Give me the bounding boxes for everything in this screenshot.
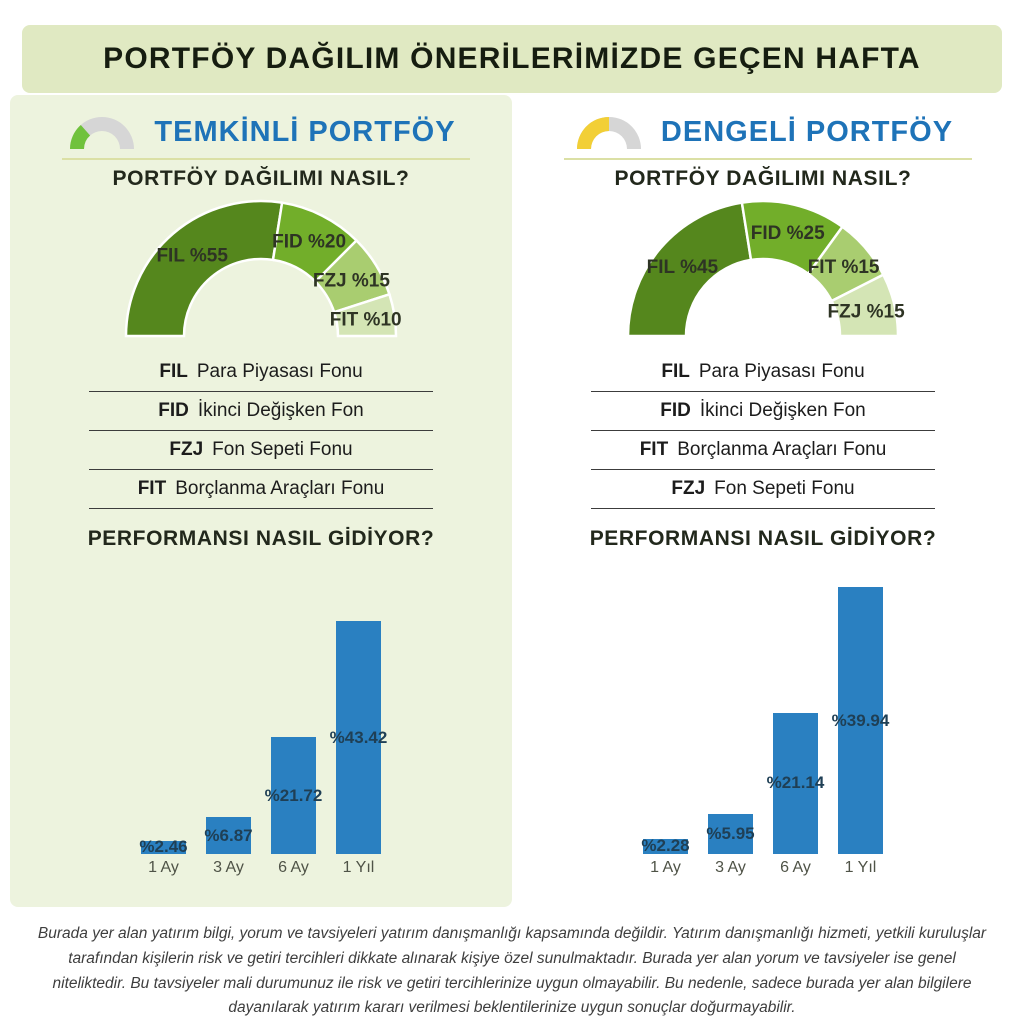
bar-1-Ay: [139, 837, 188, 857]
bar-value-label: %43.42: [329, 727, 388, 747]
legend-row: [89, 431, 433, 470]
bar-value-label: %2.46: [139, 837, 188, 857]
allocation-half-donut-chart: [553, 193, 973, 343]
donut-segment-label: FID %25: [750, 222, 825, 244]
title-divider: [62, 158, 470, 160]
fund-name: Para Piyasası Fonu: [698, 361, 865, 382]
portfolio-panel-dengeli: [512, 95, 1014, 907]
bar-3-Ay: [708, 814, 753, 854]
legend-row: [591, 470, 935, 509]
performance-heading: PERFORMANSI NASIL GİDİYOR?: [589, 527, 937, 550]
fund-code: FIL: [159, 361, 188, 382]
fund-name: Fon Sepeti Fonu: [714, 478, 855, 499]
bar-chart-x-axis: [512, 859, 1014, 877]
bar-1-Yıl: [831, 587, 890, 854]
portfolio-title: TEMKİNLİ PORTFÖY: [154, 115, 456, 148]
bar-3-Ay: [206, 817, 251, 854]
header-banner: [22, 25, 1002, 93]
fund-code: FZJ: [671, 478, 706, 499]
donut-segment-label: FIL %45: [646, 257, 719, 279]
x-axis-label: 3 Ay: [213, 859, 244, 876]
donut-segment-label: FIT %10: [329, 309, 402, 331]
bar-6-Ay: [264, 737, 323, 854]
fund-name: İkinci Değişken Fon: [699, 400, 866, 421]
gauge-icon: [573, 113, 645, 151]
donut-segment-label: FID %20: [272, 231, 347, 253]
performance-bar-chart: [10, 583, 512, 857]
x-axis-label: 1 Ay: [650, 859, 681, 876]
performance-bar-chart: [512, 583, 1014, 854]
fund-code: FZJ: [169, 439, 204, 460]
donut-segment-label: FZJ %15: [312, 270, 390, 292]
bar-value-label: %39.94: [831, 710, 890, 730]
fund-legend: [591, 353, 935, 509]
bar-value-label: %21.14: [766, 773, 825, 793]
legend-row: [89, 392, 433, 431]
legend-row: [591, 353, 935, 392]
x-axis-label: 3 Ay: [715, 859, 746, 876]
portfolio-panel-temkinli: [10, 95, 512, 907]
fund-code: FID: [158, 400, 189, 421]
donut-segment-label: FIT %15: [807, 257, 880, 279]
legend-row: [89, 353, 433, 392]
bar-1-Yıl: [329, 621, 388, 854]
portfolio-title-row: [10, 109, 512, 155]
bar-value-label: %2.28: [641, 836, 690, 856]
x-axis-label: 1 Yıl: [844, 859, 877, 876]
legal-disclaimer: Burada yer alan yatırım bilgi, yorum ve tavsiyeleri yatırım danışmanlığı kapsamında değildir. Yatırım danışmanlığı hizmeti, yetkili kuruluşlar tarafından kişilerin risk ve getiri tercihleri dikkate alınarak kişiye özel sunulmaktadır. Burada yer alan yorum ve tavsiyeler ise genel niteliktedir. Bu tavsiyeler mali durumunuz ile risk ve getiri tercihlerinize uygun olmayabilir. Bu nedenle, sadece burada yer alan bilgilere dayanılarak yatırım kararı verilmesi beklentilerinize uygun sonuçlar doğurmayabilir.: [37, 925, 987, 1017]
allocation-heading: PORTFÖY DAĞILIMI NASIL?: [614, 167, 912, 190]
fund-code: FID: [660, 400, 691, 421]
performance-heading: PERFORMANSI NASIL GİDİYOR?: [87, 527, 435, 550]
bar-value-label: %6.87: [204, 825, 253, 845]
allocation-half-donut-chart: [51, 193, 471, 343]
fund-code: FIT: [639, 439, 669, 460]
x-axis-label: 1 Ay: [148, 859, 179, 876]
fund-name: Borçlanma Araçları Fonu: [175, 478, 385, 499]
page-title: PORTFÖY DAĞILIM ÖNERİLERİMİZDE GEÇEN HAFTA: [103, 42, 921, 75]
x-axis-label: 1 Yıl: [342, 859, 375, 876]
bar-6-Ay: [766, 713, 825, 854]
fund-code: FIL: [661, 361, 690, 382]
portfolio-title: DENGELİ PORTFÖY: [660, 115, 954, 148]
bar-1-Ay: [641, 836, 690, 856]
bar-value-label: %21.72: [264, 785, 323, 805]
legend-row: [591, 431, 935, 470]
donut-segment-label: FIL %55: [156, 245, 228, 267]
x-axis-label: 6 Ay: [780, 859, 811, 876]
fund-name: İkinci Değişken Fon: [197, 400, 364, 421]
legend-row: [89, 470, 433, 509]
fund-code: FIT: [137, 478, 167, 499]
portfolio-title-row: [512, 109, 1014, 155]
fund-name: Para Piyasası Fonu: [196, 361, 363, 382]
title-divider: [564, 158, 972, 160]
bar-value-label: %5.95: [706, 824, 755, 844]
fund-name: Fon Sepeti Fonu: [212, 439, 353, 460]
allocation-heading: PORTFÖY DAĞILIMI NASIL?: [112, 167, 410, 190]
fund-name: Borçlanma Araçları Fonu: [677, 439, 887, 460]
gauge-icon: [66, 113, 138, 151]
donut-segment-FIL: [126, 201, 282, 336]
bar-chart-x-axis: [10, 859, 512, 877]
legend-row: [591, 392, 935, 431]
fund-legend: [89, 353, 433, 509]
donut-segment-label: FZJ %15: [827, 301, 905, 323]
x-axis-label: 6 Ay: [278, 859, 309, 876]
